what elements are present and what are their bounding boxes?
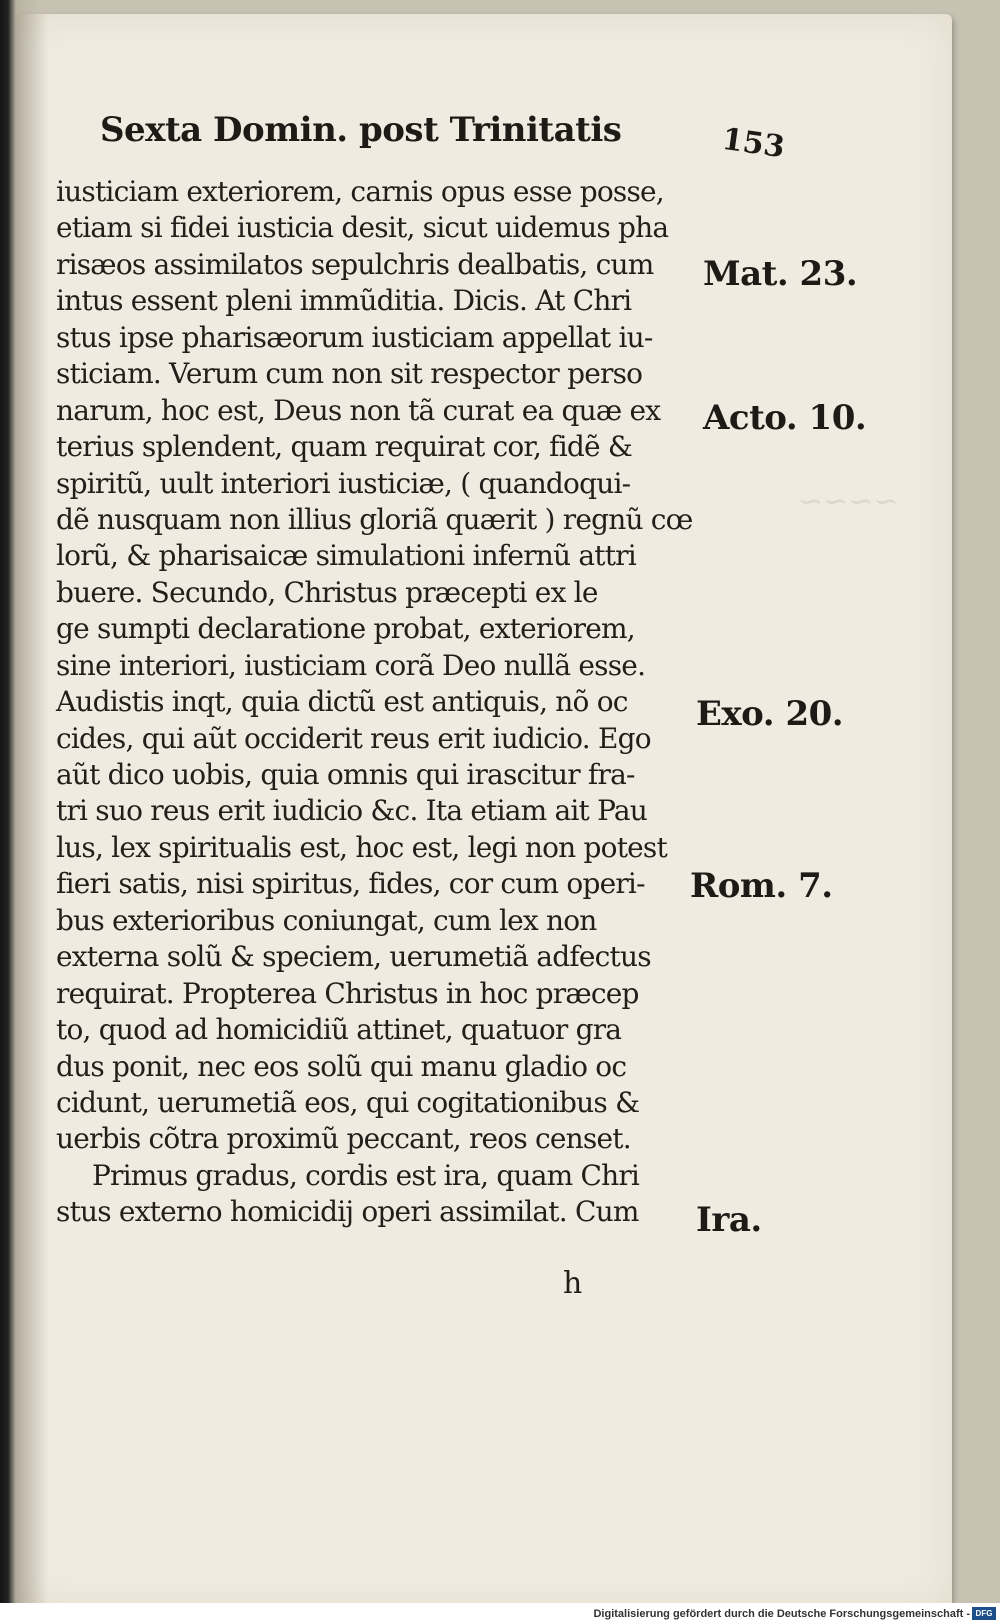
funding-credit: Digitalisierung gefördert durch die Deutsche Forschungsgemeinschaft - xyxy=(593,1608,970,1620)
text-line: iusticiam exteriorem, carnis opus esse posse, xyxy=(56,175,664,208)
page-number: 153 xyxy=(719,121,787,166)
dfg-logo: DFG xyxy=(972,1607,996,1620)
text-line: ge sumpti declaratione probat, exteriorem, xyxy=(56,612,635,646)
text-line: risæos assimilatos sepulchris dealbatis, cum xyxy=(56,247,654,281)
margin-note-mat: Mat. 23. xyxy=(703,254,858,294)
text-line: sine interiori, iusticiam corã Deo nullã esse. xyxy=(56,648,646,682)
footer-bar xyxy=(0,1603,1000,1623)
text-line: terius splendent, quam requirat cor, fidẽ & xyxy=(56,430,632,464)
text-line: fieri satis, nisi spiritus, fides, cor cum operi- xyxy=(56,867,645,901)
text-line: narum, hoc est, Deus non tã curat ea quæ ex xyxy=(56,393,661,427)
text-line: spiritũ, uult interiori iusticiæ, ( quandoqui- xyxy=(56,466,631,500)
text-line: cides, qui aũt occiderit reus erit iudicio. Ego xyxy=(56,721,651,755)
text-line: sticiam. Verum cum non sit respector perso xyxy=(56,357,643,391)
text-line: externa solũ & speciem, uerumetiã adfectus xyxy=(56,940,651,974)
text-line: dus ponit, nec eos solũ qui manu gladio oc xyxy=(56,1049,627,1083)
text-line: bus exterioribus coniungat, cum lex non xyxy=(56,903,597,937)
text-line: buere. Secundo, Christus præcepti ex le xyxy=(56,575,598,609)
text-line: lus, lex spiritualis est, hoc est, legi non potest xyxy=(56,830,667,864)
text-line: lorũ, & pharisaicæ simulationi infernũ attri xyxy=(56,539,636,573)
text-line: Primus gradus, cordis est ira, quam Chri xyxy=(92,1158,640,1192)
margin-note-acto: Acto. 10. xyxy=(703,398,867,438)
book-page xyxy=(18,14,952,1609)
text-line: Audistis inqt, quia dictũ est antiquis, nõ oc xyxy=(56,685,628,719)
text-line: stus externo homicidij operi assimilat. Cum xyxy=(56,1195,639,1229)
text-line: intus essent pleni immũditia. Dicis. At Chri xyxy=(56,284,632,318)
text-line: aũt dico uobis, quia omnis qui irascitur fra- xyxy=(56,758,635,791)
text-line: etiam si fidei iusticia desit, sicut uidemus pha xyxy=(56,211,669,245)
text-line: tri suo reus erit iudicio &c. Ita etiam ait Pau xyxy=(56,794,647,828)
page-gutter-shadow xyxy=(18,14,48,1609)
margin-note-rom: Rom. 7. xyxy=(690,866,833,906)
signature-mark: h xyxy=(563,1266,583,1301)
margin-note-ira: Ira. xyxy=(696,1200,762,1240)
margin-note-exo: Exo. 20. xyxy=(696,694,844,734)
text-line: requirat. Propterea Christus in hoc præcep xyxy=(56,976,639,1010)
bleed-through-decoration: ~~~~ xyxy=(798,484,899,519)
text-line: dẽ nusquam non illius gloriã quærit ) regnũ cœ xyxy=(56,502,693,536)
text-line: cidunt, uerumetiã eos, qui cogitationibus & xyxy=(56,1085,640,1119)
text-line: to, quod ad homicidiũ attinet, quatuor gra xyxy=(56,1013,622,1047)
body-text xyxy=(56,174,736,1231)
text-line: stus ipse pharisæorum iusticiam appellat iu- xyxy=(56,320,653,354)
running-head-title: Sexta Domin. post Trinitatis xyxy=(100,110,622,150)
running-head xyxy=(100,110,787,170)
text-line: uerbis cõtra proximũ peccant, reos censet. xyxy=(56,1122,631,1156)
